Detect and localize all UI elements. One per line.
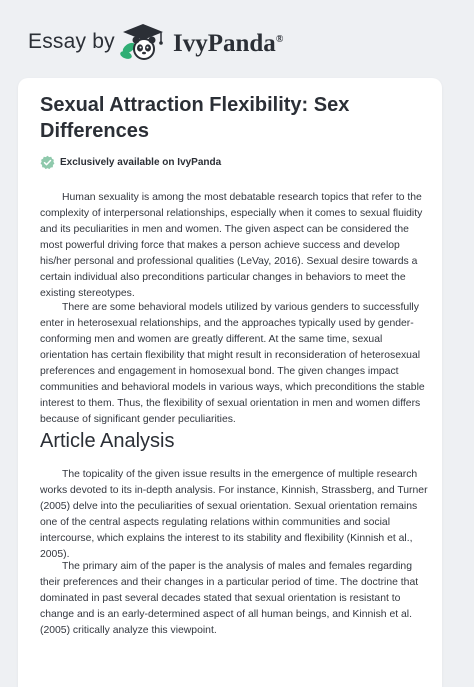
- body-paragraph: The primary aim of the paper is the analysis of males and females regarding their preferences and their changes in a particular period of time. The doctrine that dominated in past several decades stated that sexual orientation is resistant to change and is an early-determined aspect of all human beings, and Kinnish et al. (2005) critically analyze this viewpoint.: [40, 561, 419, 636]
- exclusive-badge-label: Exclusively available on IvyPanda: [60, 157, 222, 168]
- section-heading: Article Analysis: [40, 430, 175, 452]
- body-paragraph: There are some behavioral models utilized by various genders to successfully enter in heterosexual relationships, and the approaches typically used by gender-conforming men and women are greatly different. At the same time, sexual orientation has certain flexibility that might result in reconsideration of heterosexual preferences and engagement in homosexual bond. The given changes impact communities and behavioral models in various ways, which preconditions the stable interest to them. Thus, the flexibility of sexual orientation in men and women differs because of significant gender peculiarities.: [40, 302, 425, 425]
- brand-text: IvyPanda: [173, 30, 276, 57]
- brand-name: [173, 30, 283, 58]
- ivypanda-logo[interactable]: [117, 22, 283, 62]
- body-paragraph: Human sexuality is among the most debatable research topics that refer to the complexity of interpersonal relationships, especially when it comes to sexual fluidity and its peculiarities in men and women. The given aspect can be considered the most powerful driving force that makes a person achieve success and develop his/her personal and professional qualities (LeVay, 2016). Sexual desire towards a certain individual also preconditions particular changes in behaviors to meet the existing stereotypes.: [40, 192, 423, 299]
- check-badge-icon: [40, 155, 55, 170]
- registered-mark: ®: [275, 34, 284, 45]
- panda-graduate-icon: [117, 22, 169, 62]
- site-header: [0, 0, 474, 78]
- exclusive-badge: [40, 155, 221, 170]
- essay-by-label: Essay by: [28, 30, 115, 53]
- essay-card: [18, 78, 442, 687]
- body-paragraph: The topicality of the given issue results in the emergence of multiple research works devoted to its in-depth analysis. For instance, Kinnish, Strassberg, and Turner (2005) delve into the peculiarities of sexual orientation. Sexual orientation remains one of the central aspects regulating relations within communities and social intercourse, which explains the interest to its stability and flexibility (Kinnish et al., 2005).: [40, 469, 428, 560]
- page-title: Sexual Attraction Flexibility: Sex Differences: [40, 94, 350, 142]
